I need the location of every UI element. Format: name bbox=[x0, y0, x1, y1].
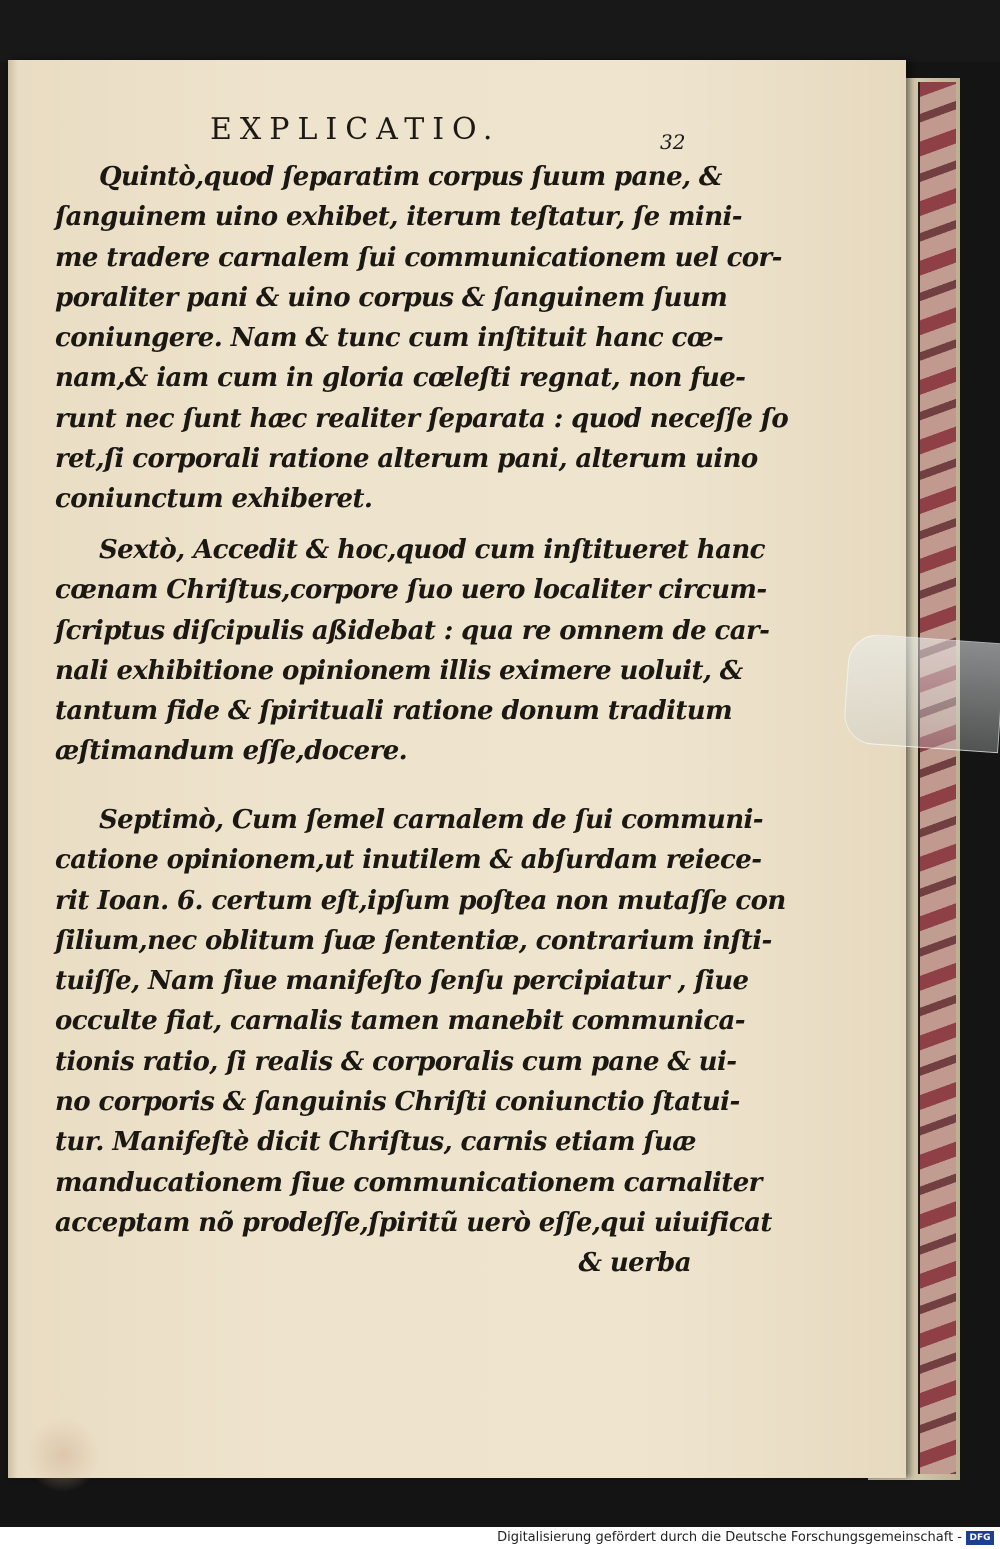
text-line: tuiſſe, Nam ſiue manifeſto ſenſu percipiatur , ſiue bbox=[55, 966, 749, 997]
funding-credit: Digitalisierung gefördert durch die Deutsche Forschungsgemeinschaft - bbox=[497, 1530, 962, 1545]
text-line: manducationem ſiue communicationem carnaliter bbox=[55, 1167, 762, 1198]
text-line: ſanguinem uino exhibet, iterum teſtatur, ſe mini- bbox=[55, 202, 742, 233]
text-line: no corporis & ſanguinis Chriſti coniunctio ſtatui- bbox=[55, 1087, 740, 1118]
text-line: nam,& iam cum in gloria cœleſti regnat, non fue- bbox=[55, 363, 746, 394]
text-line: coniunctum exhiberet. bbox=[55, 484, 373, 515]
page-gutter-shadow bbox=[8, 60, 18, 1478]
text-line: me tradere carnalem ſui communicationem uel cor- bbox=[55, 242, 782, 273]
running-head: EXPLICATIO. bbox=[210, 112, 501, 147]
text-line: catione opinionem,ut inutilem & abſurdam reiece- bbox=[55, 845, 762, 876]
text-line: nali exhibitione opinionem illis eximere uoluit, & bbox=[55, 655, 743, 686]
text-line: æſtimandum eſſe,docere. bbox=[55, 736, 408, 767]
text-line: cœnam Chriſtus,corpore ſuo uero localiter circum- bbox=[55, 575, 767, 606]
paragraph-quinto bbox=[55, 157, 789, 520]
text-line: Sextò, Accedit & hoc,quod cum inſtitueret hanc bbox=[99, 535, 765, 565]
catchword: & uerba bbox=[578, 1248, 691, 1279]
text-line: ſcriptus diſcipulis aßidebat : qua re omnem de car- bbox=[55, 615, 770, 646]
text-line: tantum fide & ſpirituali ratione donum traditum bbox=[55, 696, 732, 727]
text-line: acceptam nõ prodeſſe,ſpiritũ uerò eſſe,qui uiuificat bbox=[55, 1207, 772, 1238]
text-line: tur. Manifeſtè dicit Chriſtus, carnis etiam ſuæ bbox=[55, 1127, 696, 1158]
text-line: runt nec ſunt hæc realiter ſeparata : quod neceſſe ſo bbox=[55, 403, 789, 434]
text-line: tionis ratio, ſi realis & corporalis cum pane & ui- bbox=[55, 1046, 737, 1077]
text-line: poraliter pani & uino corpus & ſanguinem ſuum bbox=[55, 282, 728, 313]
folio-number: 32 bbox=[660, 130, 686, 154]
marbled-cover-edge bbox=[918, 82, 956, 1474]
foxing-stain bbox=[28, 1415, 98, 1495]
page-clip bbox=[842, 633, 1000, 754]
dfg-logo: DFG bbox=[966, 1531, 994, 1545]
text-line: ſilium,nec oblitum ſuæ ſententiæ, contrarium inſti- bbox=[55, 925, 772, 956]
text-line: rit Ioan. 6. certum eſt,ipſum poſtea non mutaſſe con bbox=[55, 885, 786, 916]
scanner-backdrop bbox=[0, 0, 1000, 62]
text-line: occulte fiat, carnalis tamen manebit communica- bbox=[55, 1006, 745, 1037]
text-line: coniungere. Nam & tunc cum inſtituit hanc cœ- bbox=[55, 323, 724, 354]
digitization-footer bbox=[0, 1527, 1000, 1549]
text-line: Quintò,quod ſeparatim corpus ſuum pane, & bbox=[99, 162, 722, 192]
paragraph-septimo bbox=[55, 800, 786, 1284]
text-line: Septimò, Cum ſemel carnalem de ſui communi- bbox=[99, 805, 763, 835]
text-line: ret,ſi corporali ratione alterum pani, alterum uino bbox=[55, 444, 758, 475]
paragraph-sexto bbox=[55, 530, 770, 772]
